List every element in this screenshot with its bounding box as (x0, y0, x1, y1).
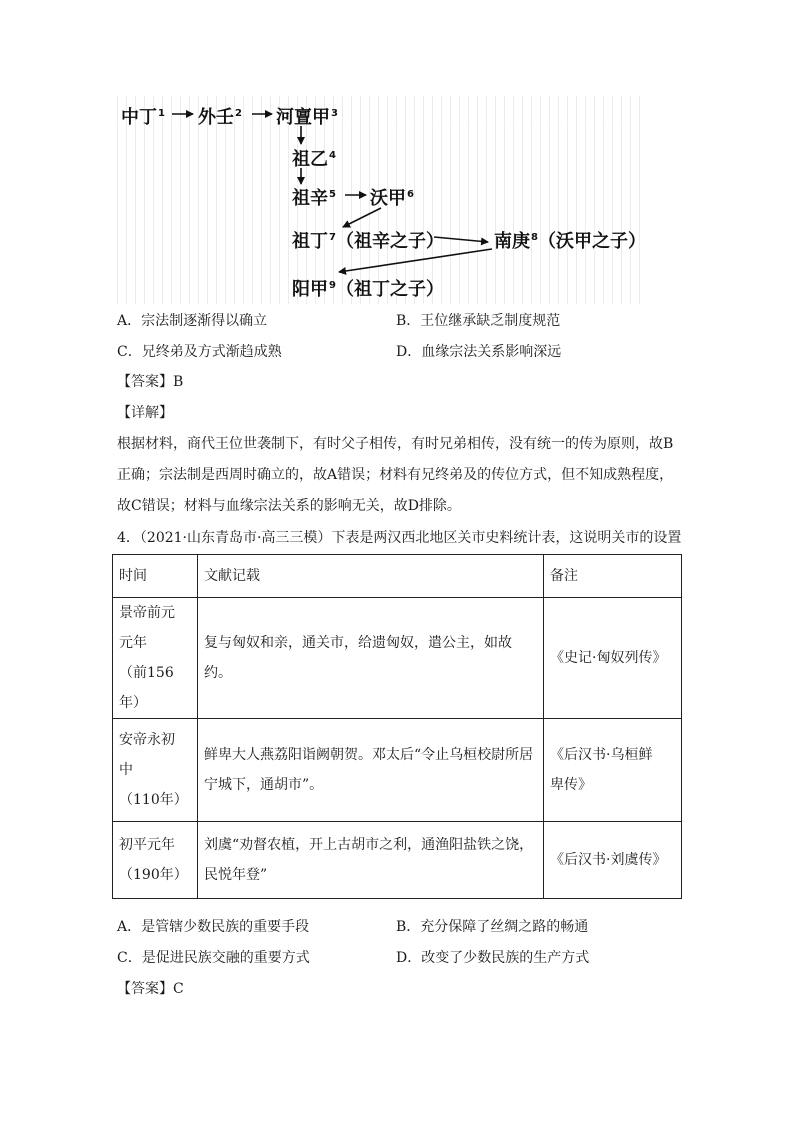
node-yangjia: 阳甲$^9$（祖丁之子） (292, 279, 444, 300)
succession-diagram (117, 96, 647, 304)
q3-option-b: B．王位继承缺乏制度规范 (396, 313, 561, 329)
node-waiwang: 外壬$^2$ (198, 107, 242, 128)
node-wojia: 沃甲$^6$ (370, 188, 414, 209)
arrow-wojia-zuding (343, 208, 381, 227)
q3-answer: 【答案】B (117, 374, 184, 390)
q3-option-d: D．血缘宗法关系影响深远 (396, 344, 562, 360)
node-zuyi: 祖乙$^4$ (292, 149, 336, 170)
cell-time: 安帝永初 中 （110年） (113, 719, 198, 822)
cell-record: 刘虞“劝督农植，开上古胡市之利，通渔阳盐铁之饶， 民悦年登” (198, 822, 544, 899)
q4-option-d: D．改变了少数民族的生产方式 (396, 950, 590, 966)
cell-record: 鲜卑大人燕荔阳诣阙朝贺。邓太后“令止乌桓校尉所居 宁城下，通胡市”。 (198, 719, 544, 822)
q4-option-a: A．是管辖少数民族的重要手段 (117, 919, 310, 935)
cell-time: 初平元年 （190年） (113, 822, 198, 899)
q3-option-a: A．宗法制逐渐得以确立 (117, 313, 268, 329)
q3-detail-line: 根据材料，商代王位世袭制下，有时父子相传，有时兄弟相传，没有统一的传为原则，故B (117, 436, 674, 452)
q4-option-c: C．是促进民族交融的重要方式 (117, 950, 310, 966)
q3-detail-line: 故C错误；材料与血缘宗法关系的影响无关，故D排除。 (117, 498, 461, 514)
node-zhongding: 中丁$^1$ (121, 107, 165, 128)
cell-note: 《史记·匈奴列传》 (544, 598, 682, 719)
q4-table (112, 554, 682, 899)
q4-answer: 【答案】C (117, 981, 184, 997)
q4-option-b: B．充分保障了丝绸之路的畅通 (396, 919, 589, 935)
q3-detail-line: 正确；宗法制是西周时确立的，故A错误；材料有兄终弟及的传位方式，但不知成熟程度， (117, 467, 674, 483)
table-row (113, 719, 682, 822)
cell-note: 《后汉书·乌桓鲜 卑传》 (544, 719, 682, 822)
node-hedanjia: 河亶甲$^3$ (276, 107, 338, 128)
table-row (113, 598, 682, 719)
q3-detail-label: 【详解】 (117, 405, 173, 421)
header-record: 文献记载 (198, 555, 544, 598)
cell-time: 景帝前元 元年 （前156年） (113, 598, 198, 719)
q3-option-c: C．兄终弟及方式渐趋成熟 (117, 344, 282, 360)
node-zuxin: 祖辛$^5$ (292, 188, 336, 209)
table-header-row (113, 555, 682, 598)
table-row (113, 822, 682, 899)
header-time: 时间 (113, 555, 198, 598)
header-note: 备注 (544, 555, 682, 598)
cell-record: 复与匈奴和亲，通关市，给遗匈奴，遣公主，如故约。 (198, 598, 544, 719)
node-nangeng: 南庚$^8$（沃甲之子） (494, 231, 646, 252)
q4-stem: 4．（2021·山东青岛市·高三三模）下表是两汉西北地区关市史料统计表，这说明关市的设置 (117, 530, 682, 546)
node-zuding: 祖丁$^7$（祖辛之子） (292, 231, 444, 252)
cell-note: 《后汉书·刘虞传》 (544, 822, 682, 899)
